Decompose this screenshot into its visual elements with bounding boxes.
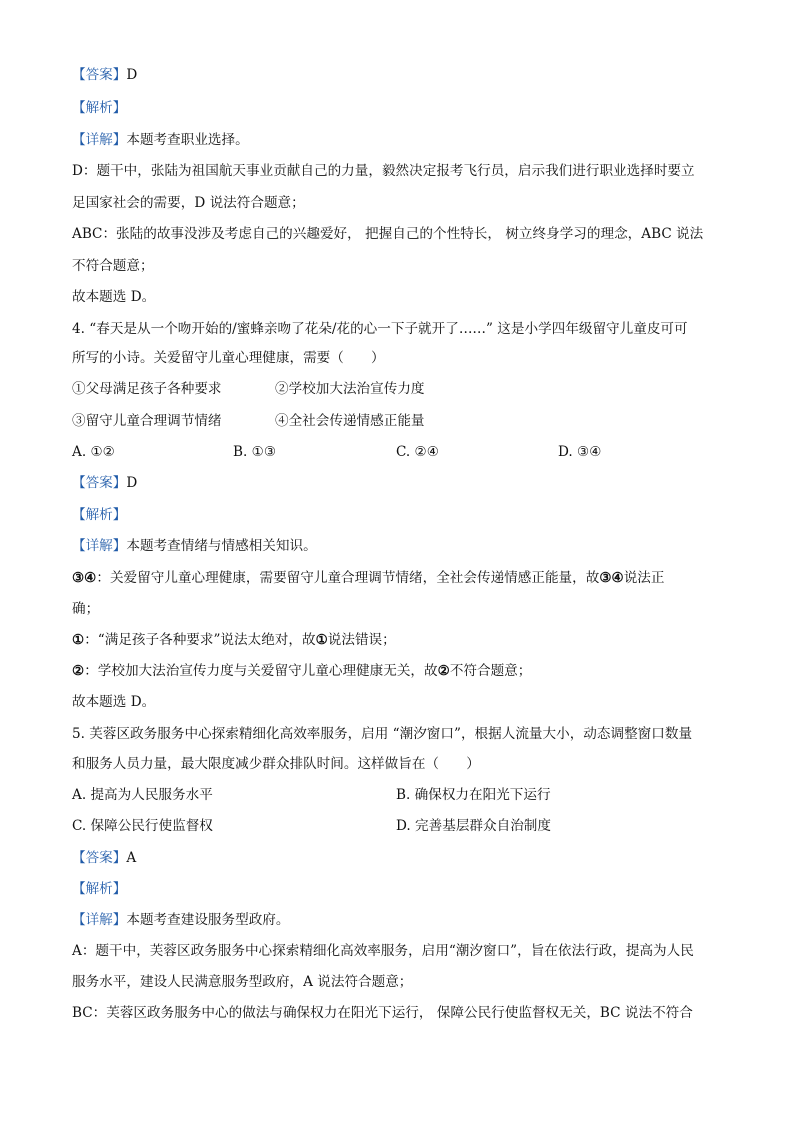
detail-tag: 【详解】 [72,538,127,554]
q5-detail: 【详解】本题考查建设服务型政府。 [72,912,290,928]
q4-option-c: C. ②④ [396,444,439,460]
q3-abc-line2: 不符合题意； [72,258,154,274]
q5-option-b: B. 确保权力在阳光下运行 [396,787,551,803]
q3-abc-line1: ABC：张陆的故事没涉及考虑自己的兴趣爱好， 把握自己的个性特长， 树立终身学习的理念，ABC 说法 [72,226,704,242]
q5-option-c: C. 保障公民行使监督权 [72,818,213,834]
q4-detail: 【详解】本题考查情绪与情感相关知识。 [72,538,317,554]
q5-a-line1: A：题干中，芙蓉区政务服务中心探索精细化高效率服务，启用“潮汐窗口”，旨在依法行政，提高为人民 [72,943,694,959]
q5-option-d: D. 完善基层群众自治制度 [396,818,551,834]
q4-statement-2: ②学校加大法治宣传力度 [275,381,425,397]
detail-tag: 【详解】 [72,132,127,148]
q4-point-34: ③④：关爱留守儿童心理健康，需要留守儿童合理调节情绪，全社会传递情感正能量，故③④说法正 [72,570,665,586]
q4-point-2: ②：学校加大法治宣传力度与关爱留守儿童心理健康无关，故②不符合题意； [72,663,532,679]
answer-tag: 【答案】 [72,850,127,866]
q4-conclusion: 故本题选 D。 [72,694,156,710]
q5-answer [72,849,136,867]
q4-point-1: ①：“满足孩子各种要求”说法太绝对，故①说法错误； [72,632,396,648]
q4-point-34-line2: 确； [72,601,100,617]
q4-statement-3: ③留守儿童合理调节情绪 [72,413,222,429]
q4-answer [72,474,137,492]
q4-analysis-tag: 【解析】 [72,507,127,523]
q4-stem-line1: 4. “春天是从一个吻开始的/蜜蜂亲吻了花朵/花的心一下子就开了……” 这是小学四年级留守儿童皮可可 [72,321,688,337]
q4-option-d: D. ③④ [558,444,602,460]
q5-analysis-tag: 【解析】 [72,881,127,897]
q3-d-line1: D：题干中，张陆为祖国航天事业贡献自己的力量，毅然决定报考飞行员，启示我们进行职业选择时要立 [72,163,695,179]
q3-d-line2: 足国家社会的需要，D 说法符合题意； [72,195,305,211]
q4-option-a: A. ①② [72,444,115,460]
q3-analysis-tag: 【解析】 [72,100,127,116]
answer-value: A [126,850,137,866]
detail-tag: 【详解】 [72,912,127,928]
q4-statement-4: ④全社会传递情感正能量 [275,413,425,429]
q4-stem-line2: 所写的小诗。关爱留守儿童心理健康，需要（ ） [72,350,385,366]
q5-option-a: A. 提高为人民服务水平 [72,787,213,803]
q3-detail: 【详解】本题考查职业选择。 [72,132,249,148]
answer-value: D [126,475,138,491]
answer-tag: 【答案】 [72,475,127,491]
q4-option-b: B. ①③ [233,444,277,460]
q5-stem-line1: 5. 芙蓉区政务服务中心探索精细化高效率服务，启用 “潮汐窗口”，根据人流量大小，动态调整窗口数量 [72,726,693,742]
answer-tag: 【答案】 [72,67,127,83]
answer-value: D [126,67,138,83]
q4-statement-1: ①父母满足孩子各种要求 [72,381,222,397]
q5-bc-line1: BC：芙蓉区政务服务中心的做法与确保权力在阳光下运行， 保障公民行使监督权无关，BC 说法不符合 [72,1005,693,1021]
q5-a-line2: 服务水平，建设人民满意服务型政府，A 说法符合题意； [72,974,413,990]
q5-stem-line2: 和服务人员力量，最大限度减少群众排队时间。这样做旨在（ ） [72,756,480,772]
q3-conclusion: 故本题选 D。 [72,289,156,305]
q3-answer [72,66,137,84]
